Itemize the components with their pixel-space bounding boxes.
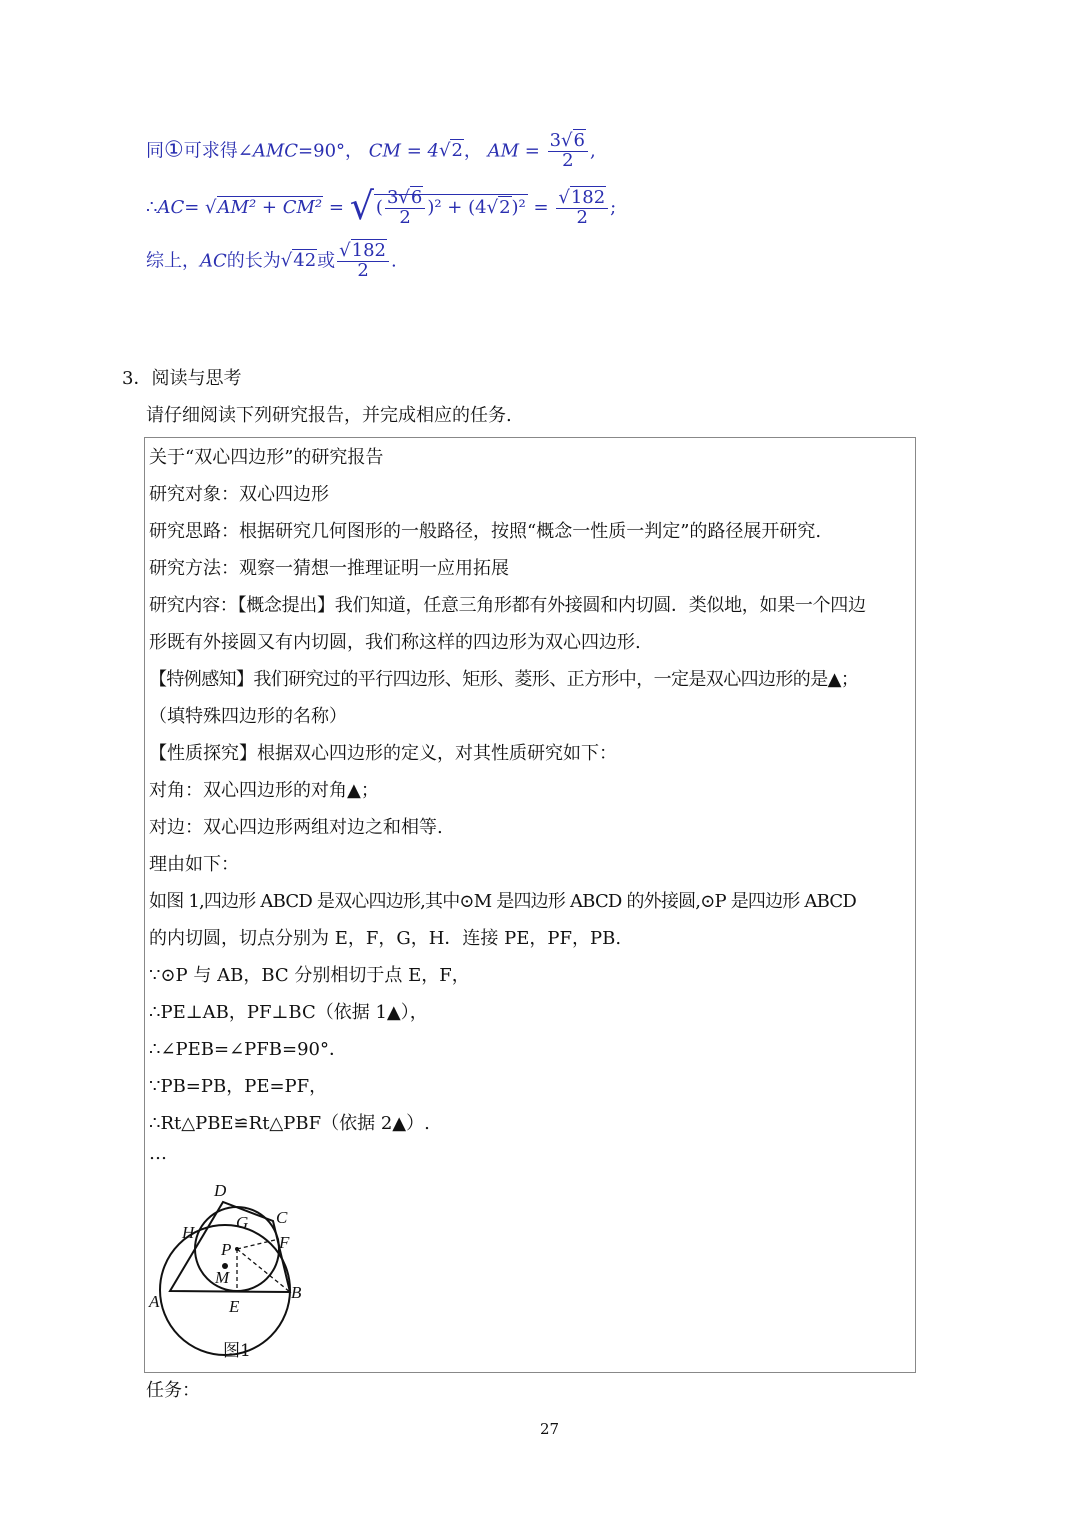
report-line: 【性质探究】根据双心四边形的定义，对其性质研究如下： bbox=[149, 743, 617, 764]
report-line: 研究对象：双心四边形 bbox=[149, 484, 329, 505]
report-box bbox=[144, 437, 916, 1373]
report-line: 研究内容：【概念提出】我们知道，任意三角形都有外接圆和内切圆．类似地，如果一个四边 bbox=[149, 595, 866, 616]
label-e: E bbox=[229, 1297, 240, 1316]
solution-line-1: 同①可求得∠AMC=90°， CM = 4√2， AM = $\frac{3√6}{2}$ , bbox=[146, 130, 596, 171]
label-c: C bbox=[276, 1208, 288, 1227]
question-title-text: 阅读与思考 bbox=[151, 368, 242, 389]
question-instruction: 请仔细阅读下列研究报告，并完成相应的任务. bbox=[146, 405, 512, 426]
report-line: 对边：双心四边形两组对边之和相等. bbox=[149, 817, 443, 838]
report-line: 【特例感知】我们研究过的平行四边形、矩形、菱形、正方形中，一定是双心四边形的是▲； bbox=[149, 669, 859, 690]
label-h: H bbox=[182, 1223, 195, 1242]
report-line: ∴PE⊥AB，PF⊥BC（依据 1▲）， bbox=[149, 1002, 428, 1023]
report-line: ∵PB=PB，PE=PF， bbox=[149, 1076, 328, 1097]
report-line: ∴Rt△PBE≌Rt△PBF（依据 2▲）. bbox=[149, 1113, 430, 1134]
report-line: ∵⊙P 与 AB，BC 分别相切于点 E，F， bbox=[149, 965, 470, 986]
label-f: F bbox=[279, 1233, 290, 1252]
report-line: （填特殊四边形的名称） bbox=[149, 706, 347, 727]
question-title bbox=[122, 364, 241, 390]
label-d: D bbox=[214, 1181, 227, 1200]
page-number: 27 bbox=[540, 1420, 560, 1438]
solution-line-3: 综上，AC的长为√42或 $\frac{√182}{2}$ . bbox=[146, 240, 397, 281]
label-p: P bbox=[221, 1240, 232, 1259]
tasks-label: 任务： bbox=[146, 1380, 200, 1401]
label-a: A bbox=[149, 1292, 160, 1311]
report-line: 形既有外接圆又有内切圆，我们称这样的四边形为双心四边形. bbox=[149, 632, 641, 653]
label-m: M bbox=[215, 1268, 230, 1287]
report-line: 研究思路：根据研究几何图形的一般路径，按照“概念一性质一判定”的路径展开研究. bbox=[149, 521, 822, 542]
report-line: 研究方法：观察一猜想一推理证明一应用拓展 bbox=[149, 558, 509, 579]
report-line: 对角：双心四边形的对角▲； bbox=[149, 780, 379, 801]
solution-line-2: ∴AC= √AM² + CM² = √ ( $\frac{3√6}{2}$ )² + (4√2)² = $\frac{√182}{2}$ ; bbox=[146, 184, 617, 228]
report-line: … bbox=[149, 1143, 167, 1164]
report-line: 关于“双心四边形”的研究报告 bbox=[149, 447, 384, 468]
report-line: 的内切圆，切点分别为 E，F，G，H．连接 PE，PF，PB. bbox=[149, 928, 622, 949]
report-line: ∴∠PEB=∠PFB=90°． bbox=[149, 1039, 347, 1060]
figure-caption: 图1 bbox=[223, 1341, 251, 1361]
question-number: 3． bbox=[122, 368, 152, 389]
report-line: 理由如下： bbox=[149, 854, 239, 875]
label-g: G bbox=[236, 1213, 249, 1232]
segment-pf bbox=[237, 1239, 279, 1249]
report-line: 如图 1,四边形 ABCD 是双心四边形,其中⊙M 是四边形 ABCD 的外接圆,⊙P 是四边形 ABCD bbox=[149, 891, 856, 912]
point-p bbox=[235, 1247, 239, 1251]
figure-1 bbox=[145, 1178, 345, 1378]
label-b: B bbox=[291, 1283, 302, 1302]
